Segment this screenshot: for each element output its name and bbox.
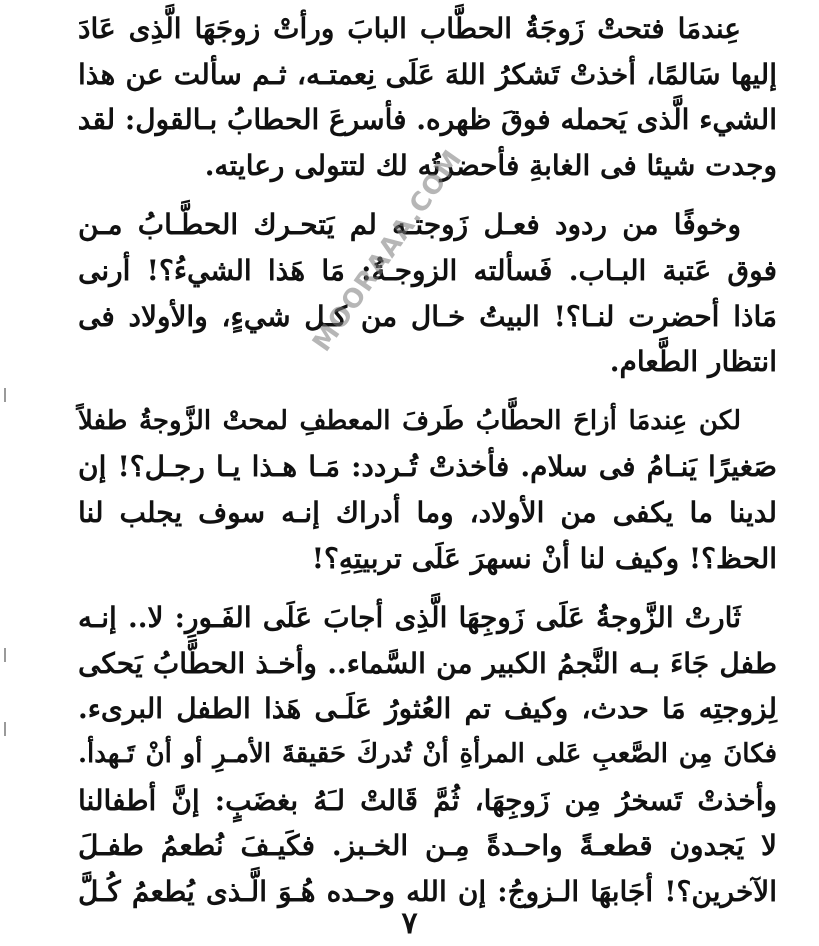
paragraph-2: [78, 202, 777, 384]
paragraph-4: [78, 595, 777, 914]
watermark-text: MOORAAA.COM: [307, 144, 469, 358]
text-line: فكانَ مِن الصَّعبِ عَلى المرأةِ أنْ تُدركَ حَقيقةَ الأمـرِ أو أنْ تَـهدأ.: [78, 738, 777, 769]
body-text: [78, 6, 777, 928]
text-line: لا يَجدون قطعـةً واحـدةً مِـن الخـبز. فكَيـفَ نُطعمُ طفـلَ: [78, 829, 777, 863]
scan-speck: [4, 648, 6, 662]
text-line: لكن عِندمَا أزاحَ الحطَّابُ طَرفَ المعطفِ لمحتْ الزَّوجةُ طفلاً: [78, 405, 741, 436]
text-line: وجدت شيئا فى الغابةِ فأحضرتُه لك لتتولى رعايته.: [204, 148, 777, 182]
text-line: طفل جَاءَ بـه النَّجمُ الكبير من السَّماء.. وأخـذ الحطَّابُ يَحكى: [78, 646, 777, 680]
text-line: وأخذتْ تَسخرُ مِن زَوجِهَا، ثُمَّ قَالتْ لـَهُ بغضَبٍ: إنَّ أطفالنا: [78, 783, 777, 817]
text-line: انتظار الطَّعام.: [609, 345, 777, 379]
text-line: إليها سَالمًا، أخذتْ تَشكرُ اللهَ عَلَى نِعمتـه، ثـم سألت عن هذا: [78, 57, 777, 91]
paragraph-3: [78, 399, 777, 581]
scan-speck: [4, 722, 6, 736]
text-line: صَغيرًا يَنـامُ فى سلام. فأخذتْ تُـردد: مَـا هـذا يـا رجـل؟! إن: [78, 450, 777, 484]
text-line: مَاذا أحضرت لنـا؟! البيتُ خـال من كـل شيءٍ، والأولاد فى: [78, 299, 777, 333]
text-line: وخوفًا من ردود فعـل زَوجتـه لم يَتحـرك الحطَّـابُ مـن: [78, 208, 741, 242]
paragraph-1: [78, 6, 777, 188]
text-line: عِندمَا فتحتْ زَوجَةُ الحطَّاب البابَ ورأتْ زوجَهَا الَّذِى عَادَ: [78, 12, 741, 45]
scan-speck: [4, 388, 6, 402]
page-number: ٧: [401, 906, 418, 941]
text-line: ثَارتْ الزَّوجةُ عَلَى زَوجِهَا الَّذِى أجابَ عَلَى الفَـورِ: لا.. إنـه: [78, 601, 741, 635]
text-line: لِزوجتِه مَا حدث، وكيف تم العُثورُ عَلَـى هَذا الطفل البرىء.: [78, 692, 777, 726]
text-line: الشيء الَّذى يَحمله فوقَ ظهره. فأسرعَ الحطابُ بـالقول: لقد: [77, 103, 777, 137]
text-line: فوق عَتبة البـاب. فَسألته الزوجـةُ: مَا هَذا الشيءُ؟! أرنى: [78, 253, 777, 287]
text-line: الآخرين؟! أجَابهَا الـزوجُ: إن الله وحـده هُـوَ الَّـذى يُطعمُ كُـلَّ: [78, 874, 777, 908]
text-line: لدينا ما يكفى من الأولاد، وما أدراك إنـه سوف يجلب لنا: [78, 495, 777, 529]
text-line: الحظ؟! وكيف لنا أنْ نسهرَ عَلَى تربيتِهِ؟!: [311, 541, 777, 575]
